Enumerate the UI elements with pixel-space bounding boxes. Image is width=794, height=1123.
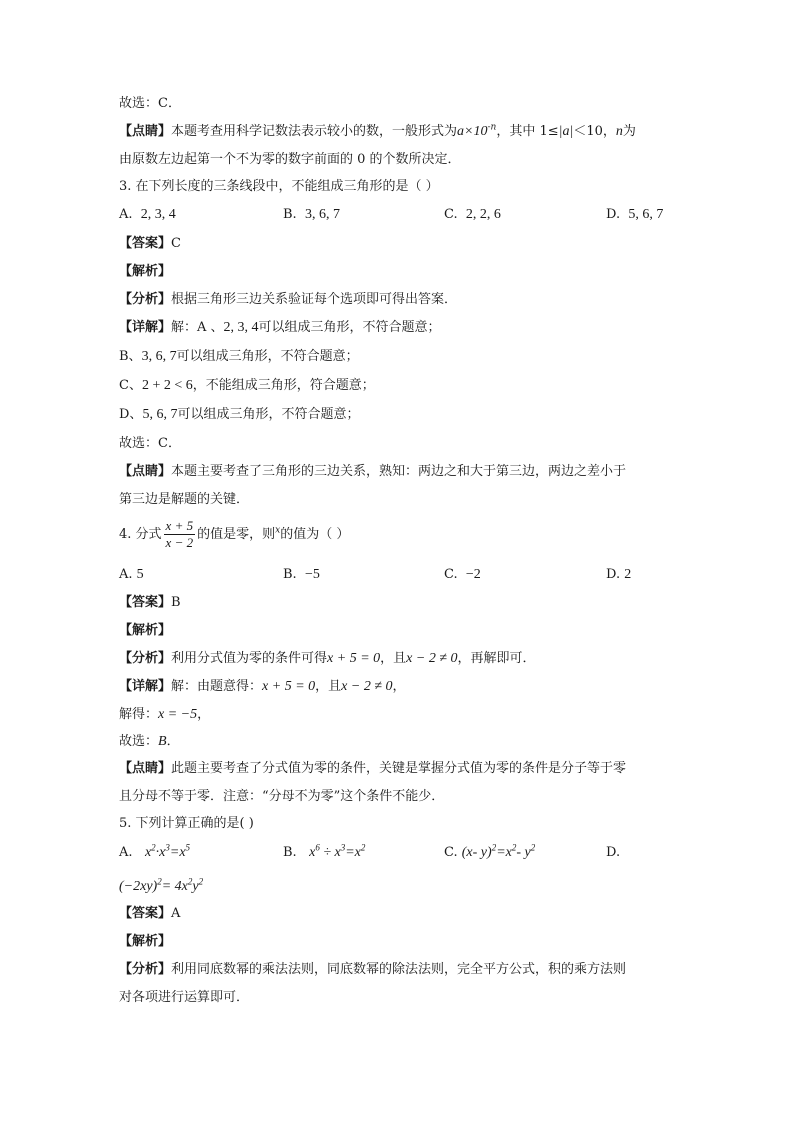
option-label: C.	[444, 207, 458, 222]
option-c-expr: (x- $y)^2=x^2-$ $y^2$	[461, 842, 536, 860]
option-value: −2	[465, 567, 481, 582]
option-label: D.	[606, 567, 621, 582]
fenxi-label: 【分析】	[119, 292, 172, 307]
option-value: 2, 2, 6	[465, 207, 501, 222]
fenxi-text: ，且	[380, 651, 407, 666]
q5-option-c	[444, 844, 535, 862]
fenxi-text: 根据三角形三边关系验证每个选项即可得出答案．	[171, 292, 458, 307]
option-value: 5	[136, 567, 144, 582]
option-value: 2, 3, 4	[140, 207, 176, 222]
option-d-expr: $(-2xy)^2= 4x^2y^2$	[119, 876, 204, 894]
detail-text: 解：A 、	[171, 320, 224, 335]
detail-text: B、	[119, 349, 142, 364]
var-n: n	[615, 124, 623, 139]
detail-text: ，	[392, 679, 406, 694]
option-label: D.	[606, 207, 621, 222]
comment-text: 本题考查用科学记数法表示较小的数，一般形式为	[171, 124, 458, 139]
q4-comment-2	[119, 788, 444, 806]
choice-math: B	[158, 734, 167, 749]
fenxi-text: ，再解即可．	[457, 651, 536, 666]
option-value: 5, 6, 7	[628, 207, 664, 222]
fraction-numerator: x + 5	[165, 518, 194, 533]
q3-option-b	[283, 206, 340, 224]
comment-text: 第三边是解题的关键．	[119, 492, 250, 507]
answer-value: A	[171, 906, 181, 921]
answer-value: B	[171, 595, 181, 610]
formula-exponent: -n	[487, 122, 497, 133]
stem-text: 4. 分式	[119, 527, 162, 542]
comment-line	[119, 123, 636, 141]
option-label: A.	[119, 845, 133, 860]
answer-label: 【答案】	[119, 236, 172, 251]
comment-label: 【点睛】	[119, 464, 172, 479]
choice-text: 故选：	[119, 734, 159, 749]
option-value: 2	[624, 567, 632, 582]
choice-text: 故选：C．	[119, 436, 181, 451]
q4-choice	[119, 733, 180, 751]
comment-text: 且分母不等于零．注意：“分母不为零”这个条件不能少．	[119, 789, 445, 804]
detail-text: 解：由题意得：	[171, 679, 263, 694]
q3-stem-text: 3. 在下列长度的三条线段中，不能组成三角形的是（ ）	[119, 179, 439, 194]
detail-text: D、	[119, 407, 143, 422]
q3-comment-1	[119, 463, 626, 481]
option-value: −5	[304, 567, 320, 582]
fenxi-text: 利用同底数幂的乘法法则，同底数幂的除法法则，完全平方公式，积的乘方法则	[171, 962, 627, 977]
q3-detail-4	[119, 406, 359, 424]
q3-detail-1	[119, 319, 441, 337]
option-label: C.	[444, 845, 458, 860]
q4-stem	[119, 518, 349, 552]
q4-fraction	[164, 518, 196, 551]
q3-fenxi	[119, 291, 457, 309]
option-b-expr: $x^6 \div x^3=x^2$	[309, 842, 366, 860]
q4-option-a	[119, 566, 144, 584]
detail-math: 2, 3, 4	[223, 320, 259, 335]
analysis-label: 【解析】	[119, 623, 172, 638]
q4-fenxi	[119, 650, 536, 668]
q5-analysis	[119, 933, 171, 951]
analysis-label: 【解析】	[119, 264, 172, 279]
fenxi-math: x + 5 = 0	[327, 651, 381, 666]
q4-comment-1	[119, 760, 626, 778]
comment-text: 为	[622, 124, 636, 139]
q3-comment-2	[119, 491, 249, 509]
detail-text: C、	[119, 378, 142, 393]
detail-text: ，且	[315, 679, 342, 694]
q4-answer	[119, 594, 181, 612]
choice-text: 故选：C．	[119, 96, 181, 111]
choice-text: ．	[166, 734, 180, 749]
fraction-denominator: x − 2	[165, 535, 194, 550]
q3-answer	[119, 235, 181, 253]
solve-math: x = −5	[158, 707, 198, 722]
solve-text: ，	[197, 707, 211, 722]
q3-choice	[119, 435, 181, 453]
q5-option-d-expr	[119, 876, 203, 896]
answer-label: 【答案】	[119, 595, 172, 610]
q5-option-d	[606, 844, 620, 862]
detail-label: 【详解】	[119, 679, 172, 694]
fenxi-label: 【分析】	[119, 651, 172, 666]
comment-text: ，其中 1≤	[496, 124, 559, 139]
detail-math: x + 5 = 0	[262, 679, 316, 694]
q3-option-c	[444, 206, 501, 224]
comment-line-2	[119, 151, 461, 169]
comment-text: 此题主要考查了分式值为零的条件，关键是掌握分式值为零的条件是分子等于零	[171, 761, 627, 776]
detail-label: 【详解】	[119, 320, 172, 335]
option-label: B.	[283, 567, 297, 582]
analysis-label: 【解析】	[119, 934, 172, 949]
option-value: 3, 6, 7	[304, 207, 340, 222]
q5-stem	[119, 815, 254, 833]
q5-option-b	[283, 844, 365, 862]
q3-detail-3	[119, 377, 375, 395]
q4-option-b	[283, 566, 320, 584]
q4-analysis	[119, 622, 171, 640]
fenxi-text: 利用分式值为零的条件可得	[171, 651, 328, 666]
detail-text: 可以组成三角形，不符合题意；	[177, 407, 360, 422]
q3-option-d	[606, 206, 663, 224]
detail-math: 5, 6, 7	[142, 407, 178, 422]
comment-text: 由原数左边起第一个不为零的数字前面的 0 的个数所决定．	[119, 152, 461, 167]
q4-option-d	[606, 566, 631, 584]
formula: a×10	[457, 124, 488, 139]
answer-value: C	[171, 236, 181, 251]
detail-text: 可以组成三角形，不符合题意；	[258, 320, 441, 335]
option-label: C.	[444, 567, 458, 582]
q3-option-a	[119, 206, 176, 224]
fenxi-math: x − 2 ≠ 0	[406, 651, 458, 666]
fenxi-text: 对各项进行运算即可．	[119, 990, 250, 1005]
comment-label: 【点睛】	[119, 761, 172, 776]
detail-text: 可以组成三角形，不符合题意；	[176, 349, 359, 364]
option-label: A.	[119, 567, 133, 582]
option-label: B.	[283, 845, 297, 860]
option-label: A.	[119, 207, 133, 222]
q5-answer	[119, 905, 180, 923]
solve-text: 解得：	[119, 707, 159, 722]
option-label: B.	[283, 207, 297, 222]
q3-detail-2	[119, 348, 359, 366]
q4-detail	[119, 678, 406, 696]
detail-math: x − 2 ≠ 0	[341, 679, 393, 694]
answer-label: 【答案】	[119, 906, 172, 921]
q5-fenxi-2	[119, 989, 249, 1007]
fenxi-label: 【分析】	[119, 962, 172, 977]
detail-text: ，不能组成三角形，符合题意；	[192, 378, 375, 393]
q5-option-a	[119, 844, 190, 862]
abs-a: |a|	[558, 124, 574, 139]
comment-text: ＜10，	[573, 124, 616, 139]
comment-text: 本题主要考查了三角形的三边关系，熟知：两边之和大于第三边，两边之差小于	[171, 464, 627, 479]
option-label: D.	[606, 845, 621, 860]
q3-stem	[119, 178, 439, 196]
detail-math: 3, 6, 7	[141, 349, 177, 364]
q4-solve	[119, 706, 210, 724]
detail-math: 2 + 2 < 6	[141, 378, 193, 393]
q5-fenxi-1	[119, 961, 626, 979]
stem-text: 的值为（ ）	[280, 527, 350, 542]
stem-text: 的值是零，则	[197, 527, 276, 542]
choice-line	[119, 95, 181, 113]
comment-label: 【点睛】	[119, 124, 172, 139]
q3-analysis	[119, 263, 171, 281]
q4-option-c	[444, 566, 481, 584]
q5-stem-text: 5. 下列计算正确的是( )	[119, 816, 254, 831]
stem-var: x	[275, 525, 281, 536]
option-a-expr: $x^2\cdot x^3=x^5$	[144, 842, 191, 860]
